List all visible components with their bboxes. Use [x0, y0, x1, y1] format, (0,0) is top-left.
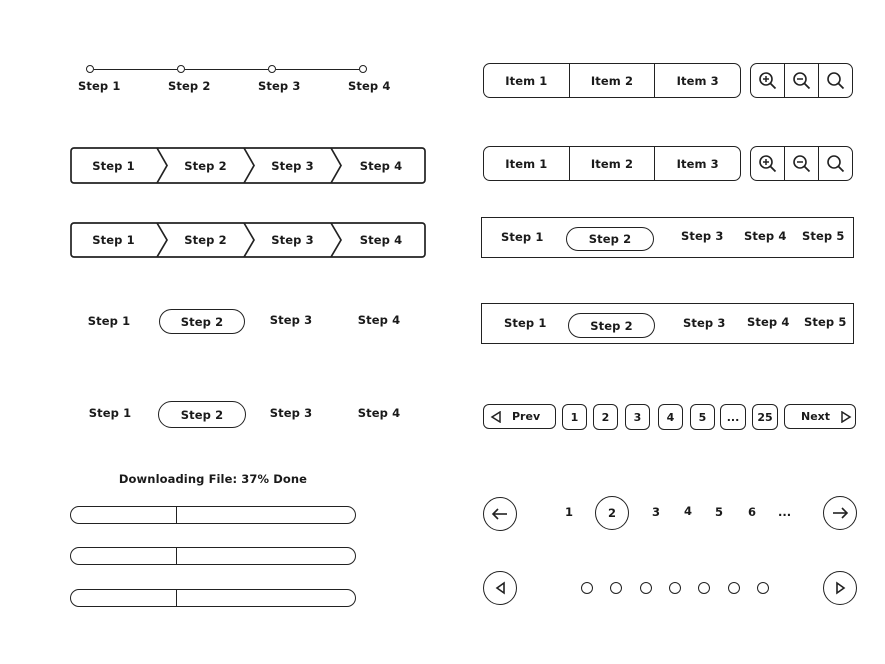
tab-item[interactable]: Step 3 [681, 229, 724, 243]
zoom-out-icon[interactable] [784, 64, 818, 97]
page-number[interactable]: 3 [625, 404, 650, 430]
tab-item-selected[interactable]: Step 2 [566, 227, 654, 251]
zoom-in-icon[interactable] [751, 64, 784, 97]
triangle-right-icon [840, 411, 852, 423]
chevron-step-bar [70, 147, 426, 184]
chevron-step[interactable]: Step 2 [184, 233, 227, 247]
button-bar [483, 63, 741, 98]
pager-dot[interactable] [581, 582, 593, 594]
pill-tab[interactable]: Step 4 [357, 313, 401, 327]
wizard-step-label[interactable]: Step 4 [348, 79, 391, 93]
progress-label: Downloading File: 37% Done [118, 472, 308, 486]
button-bar-item[interactable]: Item 1 [505, 73, 548, 88]
wizard-connector [94, 69, 177, 70]
wizard-dot[interactable] [86, 65, 94, 73]
pill-tab[interactable]: Step 3 [269, 406, 313, 420]
page-number[interactable]: 3 [652, 505, 661, 519]
zoom-in-icon[interactable] [751, 147, 784, 180]
page-number-current[interactable]: 2 [595, 496, 629, 530]
chevron-step[interactable]: Step 1 [92, 158, 135, 173]
wizard-step-label[interactable]: Step 1 [78, 79, 121, 93]
button-bar-item[interactable]: Item 3 [654, 147, 740, 180]
button-bar-item[interactable]: Item 1 [505, 156, 548, 171]
page-number[interactable]: 1 [565, 505, 574, 519]
button-bar-item[interactable]: Item 2 [569, 64, 655, 97]
triangle-left-icon [490, 411, 502, 423]
wizard-step-label[interactable]: Step 3 [258, 79, 301, 93]
tab-item[interactable]: Step 1 [501, 230, 544, 244]
tab-item-selected[interactable]: Step 2 [568, 313, 655, 338]
next-label: Next [801, 410, 831, 423]
pill-tab[interactable]: Step 1 [88, 406, 132, 420]
tab-item[interactable]: Step 4 [747, 315, 790, 329]
pager-dot[interactable] [757, 582, 769, 594]
pill-tab-selected[interactable]: Step 2 [158, 401, 246, 428]
progress-fill [71, 590, 177, 606]
page-number[interactable]: 6 [748, 505, 757, 519]
wizard-dot[interactable] [268, 65, 276, 73]
pager-dot[interactable] [610, 582, 622, 594]
search-icon[interactable] [818, 64, 852, 97]
page-number[interactable]: 1 [562, 404, 587, 430]
wizard-connector [276, 69, 359, 70]
page-number[interactable]: 25 [752, 404, 778, 430]
zoom-out-icon[interactable] [784, 147, 818, 180]
wizard-dot[interactable] [359, 65, 367, 73]
chevron-step[interactable]: Step 4 [359, 158, 403, 173]
triangle-right-icon[interactable] [823, 571, 857, 605]
page-ellipsis[interactable]: ... [778, 505, 792, 519]
wizard-step-label[interactable]: Step 2 [168, 79, 211, 93]
chevron-step[interactable]: Step 1 [92, 233, 135, 247]
chevron-step-bar [70, 222, 426, 258]
pager-dot[interactable] [669, 582, 681, 594]
wizard-dot[interactable] [177, 65, 185, 73]
button-bar-item[interactable]: Item 3 [654, 64, 740, 97]
progress-fill [71, 507, 177, 523]
pill-tab[interactable]: Step 3 [269, 313, 313, 327]
page-ellipsis[interactable]: ... [720, 404, 746, 430]
page-number[interactable]: 5 [715, 505, 724, 519]
tab-item[interactable]: Step 4 [744, 229, 787, 243]
tab-item[interactable]: Step 1 [504, 316, 547, 330]
zoom-toolbar [750, 63, 853, 98]
next-button[interactable] [784, 404, 856, 429]
prev-label: Prev [512, 410, 541, 423]
chevron-step[interactable]: Step 4 [359, 233, 403, 247]
button-bar-item[interactable]: Item 2 [569, 147, 655, 180]
pager-dot[interactable] [698, 582, 710, 594]
tab-bar [481, 303, 854, 344]
page-number[interactable]: 5 [690, 404, 715, 430]
tab-item[interactable]: Step 3 [683, 316, 726, 330]
page-number[interactable]: 2 [593, 404, 618, 430]
chevron-step[interactable]: Step 3 [271, 233, 314, 247]
page-number[interactable]: 4 [684, 504, 693, 518]
chevron-step[interactable]: Step 2 [184, 158, 227, 173]
arrow-left-icon[interactable] [483, 497, 517, 531]
pager-dot[interactable] [728, 582, 740, 594]
zoom-toolbar [750, 146, 853, 181]
pager-dot[interactable] [640, 582, 652, 594]
search-icon[interactable] [818, 147, 852, 180]
triangle-left-icon[interactable] [483, 571, 517, 605]
page-number[interactable]: 4 [658, 404, 683, 430]
tab-bar [481, 217, 854, 258]
progress-bar [70, 506, 356, 524]
button-bar [483, 146, 741, 181]
chevron-step[interactable]: Step 3 [271, 158, 314, 173]
wizard-connector [185, 69, 268, 70]
tab-item[interactable]: Step 5 [804, 315, 847, 329]
arrow-right-icon[interactable] [823, 496, 857, 530]
pill-tab[interactable]: Step 1 [87, 314, 131, 328]
prev-button[interactable] [483, 404, 556, 429]
progress-bar [70, 589, 356, 607]
progress-bar [70, 547, 356, 565]
tab-item[interactable]: Step 5 [802, 229, 845, 243]
pill-tab-selected[interactable]: Step 2 [159, 309, 245, 334]
pill-tab[interactable]: Step 4 [357, 406, 401, 420]
progress-fill [71, 548, 177, 564]
